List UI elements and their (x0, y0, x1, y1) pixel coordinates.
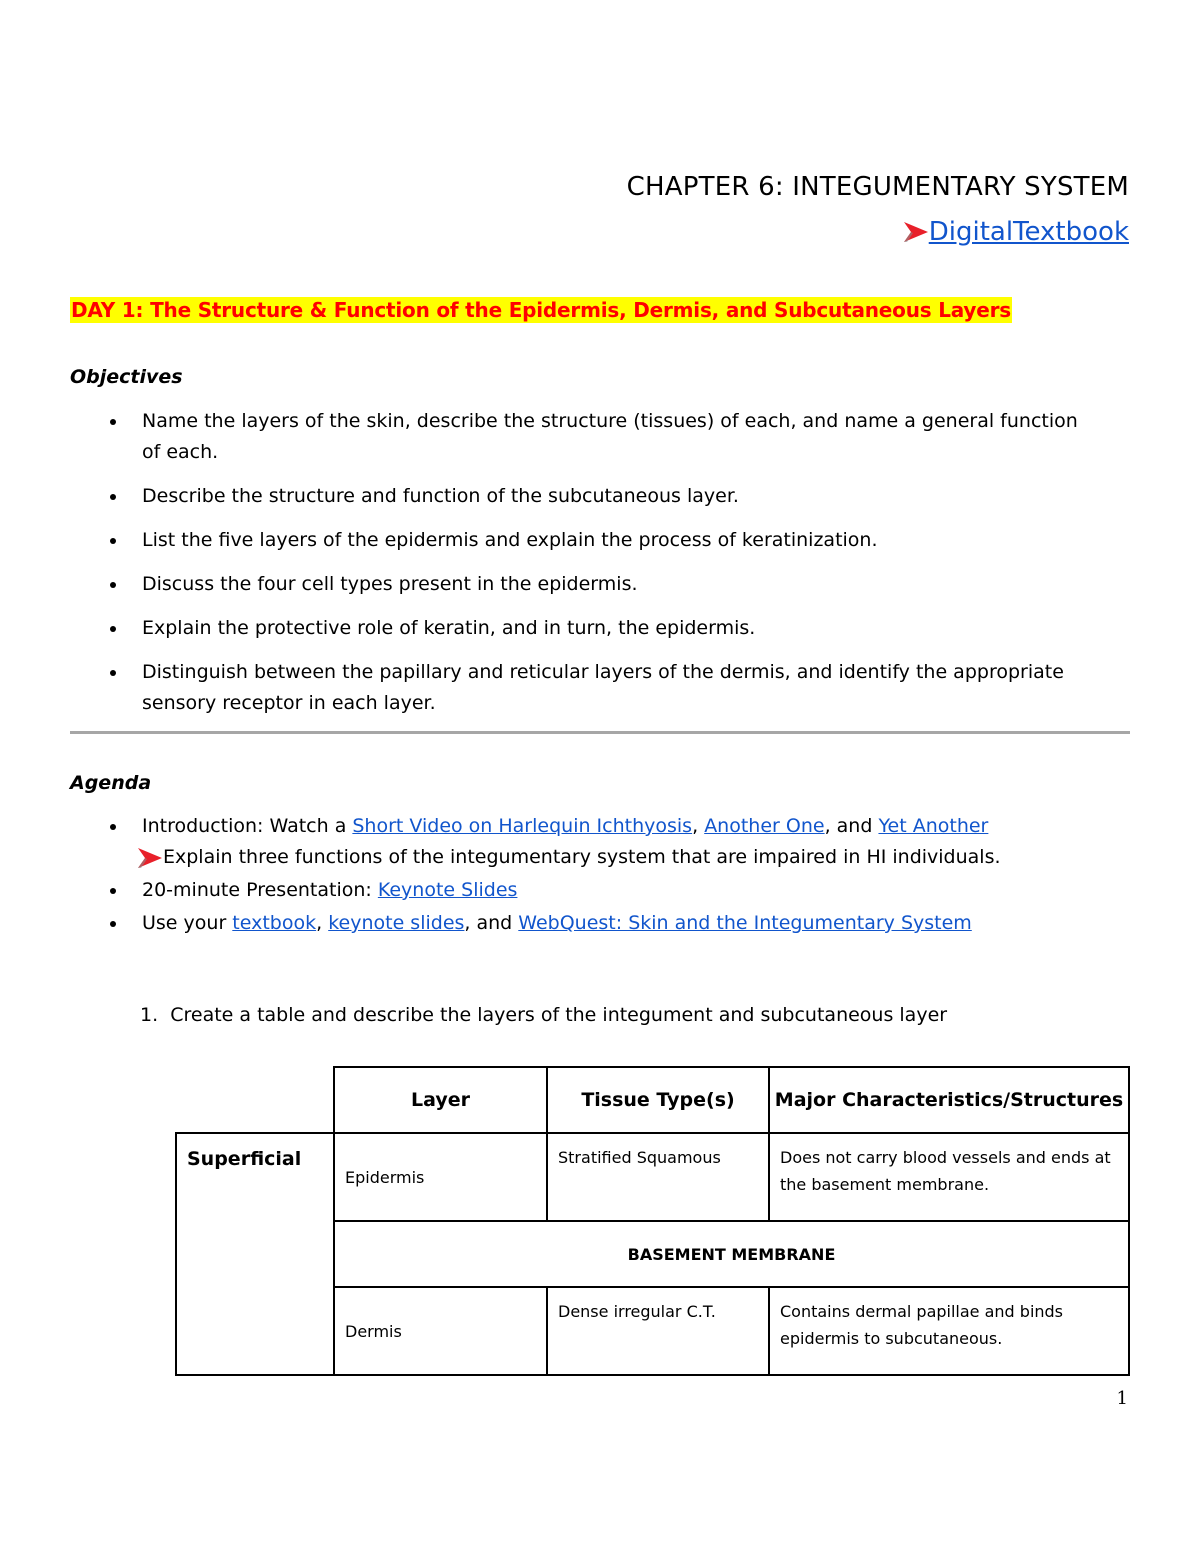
empty-corner-cell (176, 1067, 334, 1133)
list-item (70, 569, 1080, 600)
textbook-link[interactable]: textbook (232, 912, 317, 934)
keynote-slides-link[interactable]: Keynote Slides (377, 879, 518, 901)
objective-text: Name the layers of the skin, describe the structure (tissues) of each, and name a general function of each. (142, 410, 1078, 463)
list-item (70, 525, 1080, 556)
objective-text: Explain the protective role of keratin, and in turn, the epidermis. (142, 617, 756, 639)
table-row (176, 1133, 1129, 1221)
intro-sub-line (138, 842, 1140, 873)
list-item (70, 875, 1140, 906)
task-1 (140, 1004, 947, 1026)
intro-separator: , and (824, 815, 879, 837)
objective-text: Distinguish between the papillary and reticular layers of the dermis, and identify the appropriate sensory receptor in each layer. (142, 661, 1064, 714)
red-arrow-icon (138, 847, 162, 869)
objectives-title: Objectives (70, 366, 183, 388)
harlequin-video-link[interactable]: Short Video on Harlequin Ichthyosis (352, 815, 693, 837)
column-header: Layer (334, 1067, 547, 1133)
tissue-cell: Dense irregular C.T. (547, 1287, 769, 1375)
webquest-link[interactable]: WebQuest: Skin and the Integumentary System (518, 912, 972, 934)
textbook-link-row (904, 217, 1129, 247)
list-item (70, 811, 1140, 873)
table-header-row (176, 1067, 1129, 1133)
tissue-cell: Stratified Squamous (547, 1133, 769, 1221)
objectives-list (70, 406, 1080, 732)
layer-cell: Epidermis (334, 1133, 547, 1221)
digital-textbook-link[interactable]: DigitalTextbook (928, 217, 1129, 247)
agenda-title: Agenda (70, 772, 152, 794)
bullet-icon (110, 888, 116, 894)
task-number: 1. (140, 1004, 159, 1026)
use-separator: , (316, 912, 329, 934)
bullet-icon (110, 538, 116, 544)
presentation-prefix: 20-minute Presentation: (142, 879, 378, 901)
characteristics-cell: Contains dermal papillae and binds epidermis to subcutaneous. (769, 1287, 1129, 1375)
bullet-icon (110, 626, 116, 632)
use-separator: , and (464, 912, 519, 934)
intro-sub-text: Explain three functions of the integumentary system that are impaired in HI individuals. (163, 846, 1001, 868)
red-arrow-icon (904, 221, 928, 243)
layer-cell: Dermis (334, 1287, 547, 1375)
bullet-icon (110, 419, 116, 425)
keynote-slides-link-2[interactable]: keynote slides (328, 912, 465, 934)
use-prefix: Use your (142, 912, 233, 934)
agenda-list (70, 811, 1140, 941)
layers-table (175, 1066, 1130, 1376)
list-item (70, 613, 1080, 644)
objective-text: Describe the structure and function of the subcutaneous layer. (142, 485, 739, 507)
section-divider (70, 731, 1130, 734)
list-item (70, 657, 1080, 719)
bullet-icon (110, 921, 116, 927)
day-heading: DAY 1: The Structure & Function of the Epidermis, Dermis, and Subcutaneous Layers (71, 298, 1011, 322)
column-header: Major Characteristics/Structures (769, 1067, 1129, 1133)
bullet-icon (110, 824, 116, 830)
bullet-icon (110, 670, 116, 676)
objective-text: Discuss the four cell types present in the epidermis. (142, 573, 638, 595)
list-item (70, 908, 1140, 939)
another-one-link[interactable]: Another One (704, 815, 825, 837)
column-header: Tissue Type(s) (547, 1067, 769, 1133)
list-item (70, 406, 1080, 468)
bullet-icon (110, 494, 116, 500)
list-item (70, 481, 1080, 512)
bullet-icon (110, 582, 116, 588)
intro-separator: , (692, 815, 705, 837)
objective-text: List the five layers of the epidermis and explain the process of keratinization. (142, 529, 878, 551)
page-number: 1 (1116, 1388, 1128, 1409)
yet-another-link[interactable]: Yet Another (878, 815, 989, 837)
chapter-title: CHAPTER 6: INTEGUMENTARY SYSTEM (626, 172, 1129, 202)
task-text: Create a table and describe the layers of the integument and subcutaneous layer (170, 1004, 948, 1026)
side-label-cell: Superficial (176, 1133, 334, 1375)
characteristics-cell: Does not carry blood vessels and ends at the basement membrane. (769, 1133, 1129, 1221)
membrane-cell: BASEMENT MEMBRANE (334, 1221, 1129, 1287)
intro-prefix: Introduction: Watch a (142, 815, 353, 837)
